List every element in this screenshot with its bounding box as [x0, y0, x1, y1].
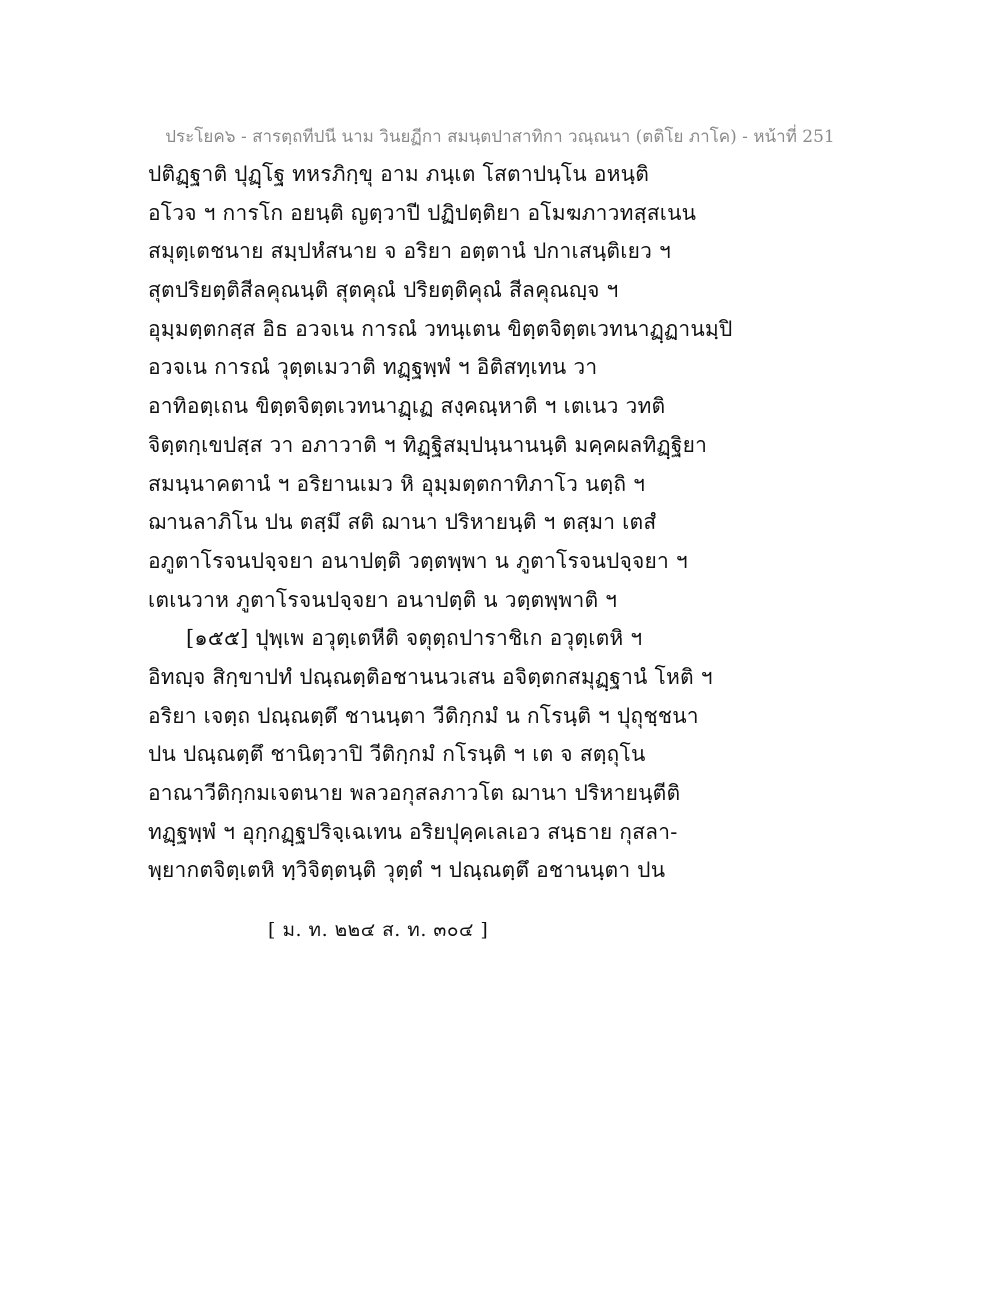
- body-text: [148, 158, 868, 893]
- text-line: อภูตาโรจนปจฺจยา อนาปตฺติ วตฺตพฺพา น ภูตาโรจนปจฺจยา ฯ: [148, 548, 688, 573]
- running-header: ประโยค๖ - สารตฺถทีปนี นาม วินยฏีกา สมนฺตปาสาทิกา วณฺณนา (ตติโย ภาโค) - หน้าที่ 251: [165, 127, 835, 147]
- text-line: อริยา เจตฺถ ปณฺณตฺตึ ชานนฺตา วีติกฺกมํ น กโรนฺติ ฯ ปุถุชฺชนา: [148, 703, 699, 728]
- text-line: อโวจ ฯ การโก อยนฺติ ญตฺวาปี ปฏิปตฺติยา อโมฆภาวทสฺสเนน: [148, 200, 697, 225]
- text-line: ทฏฺฐพฺพํ ฯ อุกฺกฏฺฐปริจฺเฉเทน อริยปุคฺคเลเอว สนฺธาย กุสลา-: [148, 819, 678, 844]
- text-line: อวจเน การณํ วุตฺตเมวาติ ทฏฺฐพฺพํ ฯ อิติสทฺเทน วา: [148, 355, 598, 380]
- text-line: จิตฺตกฺเขปสฺส วา อภาวาติ ฯ ทิฏฺฐิสมฺปนฺนานนฺติ มคฺคผลทิฏฺฐิยา: [148, 432, 708, 457]
- text-line: อุมฺมตฺตกสฺส อิธ อวจเน การณํ วทนฺเตน ขิตฺตจิตฺตเวทนาฏฺฏานมฺปิ: [148, 316, 733, 341]
- text-line: ฌานลาภิโน ปน ตสฺมึ สติ ฌานา ปริหายนฺติ ฯ ตสฺมา เตสํ: [148, 510, 657, 535]
- text-line: เตเนวาห ภูตาโรจนปจฺจยา อนาปตฺติ น วตฺตพฺพาติ ฯ: [148, 587, 618, 612]
- text-line: พฺยากตจิตฺเตหิ ทฺวิจิตฺตนฺติ วุตฺตํ ฯ ปณฺณตฺตึ อชานนฺตา ปน: [148, 858, 666, 883]
- page-reference: [ ม. ท. ๒๒๔ ส. ท. ๓๐๔ ]: [268, 919, 489, 941]
- text-line: ปน ปณฺณตฺตึ ชานิตฺวาปิ วีติกฺกมํ กโรนฺติ ฯ เต จ สตฺถุโน: [148, 742, 646, 767]
- text-line: สุตปริยตฺติสีลคุณนฺติ สุตคุณํ ปริยตฺติคุณํ สีลคุณญฺจ ฯ: [148, 278, 619, 303]
- text-line: ปติฏฺฐาติ ปุฏฺโฐ ทหรภิกฺขุ อาม ภนฺเต โสตาปนฺโน อหนฺติ: [148, 162, 650, 186]
- paragraph-start-line: [๑๕๕] ปุพฺเพ อวุตฺเตหีติ จตุตฺถปาราชิเก อวุตฺเตหิ ฯ: [186, 626, 643, 651]
- text-line: สมุตฺเตชนาย สมฺปหํสนาย จ อริยา อตฺตานํ ปกาเสนฺติเยว ฯ: [148, 239, 671, 264]
- text-line: สมนฺนาคตานํ ฯ อริยานเมว หิ อุมฺมตฺตกาทิภาโว นตฺถิ ฯ: [148, 471, 646, 496]
- text-line: อิทญฺจ สิกฺขาปทํ ปณฺณตฺติอชานนวเสน อจิตฺตกสมุฏฺฐานํ โหติ ฯ: [148, 664, 713, 689]
- text-line: อาณาวีติกฺกมเจตนาย พลวอกุสลภาวโต ฌานา ปริหายนฺตีติ: [148, 781, 681, 805]
- text-line: อาทิอตฺเถน ขิตฺตจิตฺตเวทนาฏฺเฏ สงฺคณฺหาติ ฯ เตเนว วทติ: [148, 394, 666, 419]
